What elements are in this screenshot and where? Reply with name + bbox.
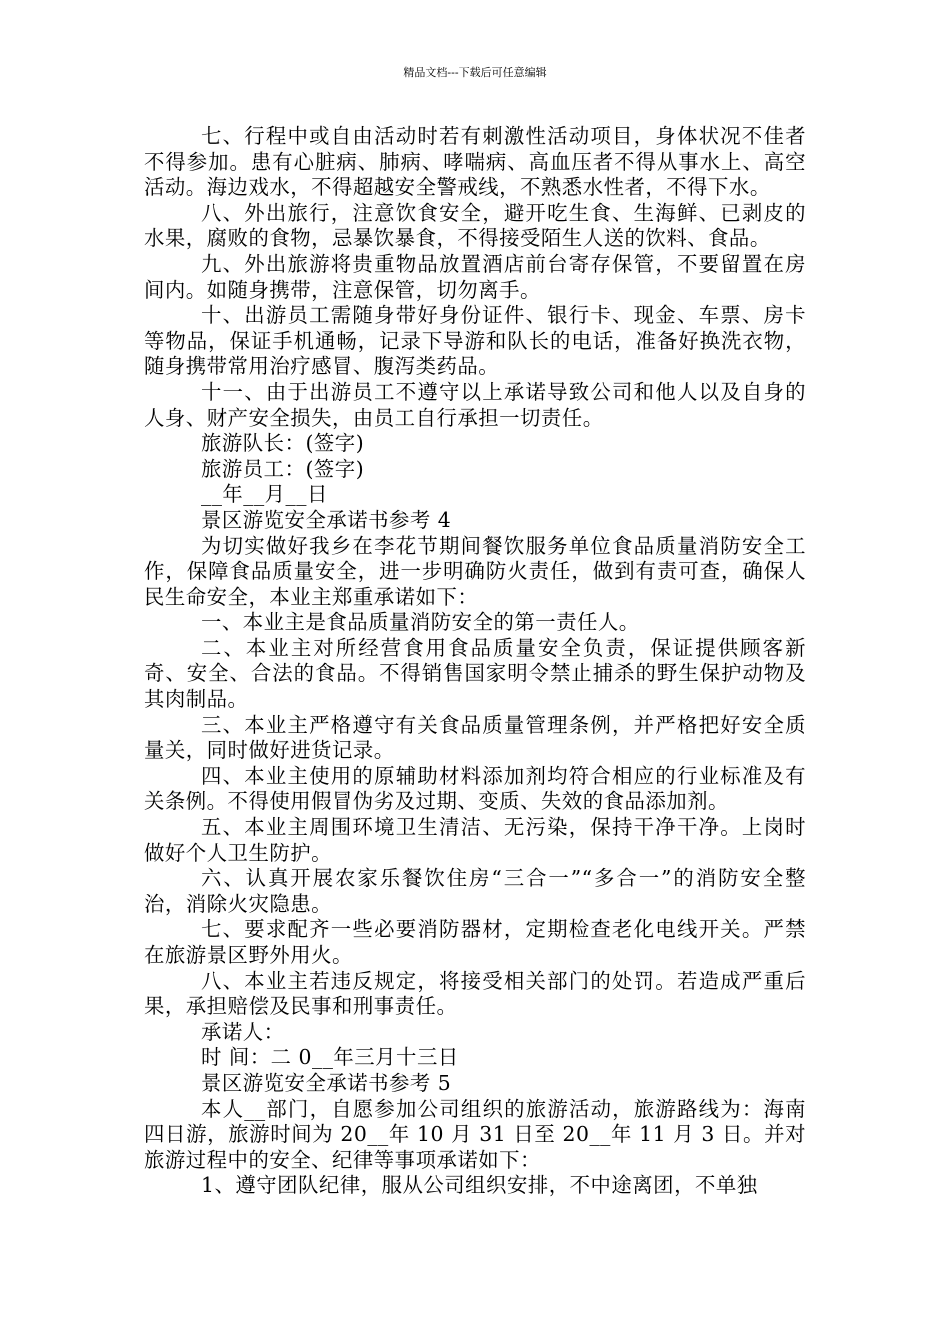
paragraph: 八、本业主若违反规定，将接受相关部门的处罚。若造成严重后果，承担赔偿及民事和刑事责任。 xyxy=(144,968,806,1019)
paragraph: 七、要求配齐一些必要消防器材，定期检查老化电线开关。严禁在旅游景区野外用火。 xyxy=(144,917,806,967)
paragraph: 本人__部门，自愿参加公司组织的旅游活动，旅游路线为：海南四日游，旅游时间为 20__年 10 月 31 日至 20__年 11 月 3 日。并对旅游过程中的安全、纪律等事项承诺如下： xyxy=(144,1096,806,1172)
signature-line-leader: 旅游队长：(签字) xyxy=(201,431,365,456)
page-header: 精品文档---下载后可任意编辑 xyxy=(403,66,547,79)
date-line: __年__月__日 xyxy=(201,482,328,507)
paragraph: 七、行程中或自由活动时若有刺激性活动项目，身体状况不佳者不得参加。患有心脏病、肺病、哮喘病、高血压者不得从事水上、高空活动。海边戏水，不得超越安全警戒线，不熟悉水性者，不得下水。 xyxy=(144,124,806,200)
paragraph: 八、外出旅行，注意饮食安全，避开吃生食、生海鲜、已剥皮的水果，腐败的食物，忌暴饮暴食，不得接受陌生人送的饮料、食品。 xyxy=(144,200,806,251)
paragraph: 九、外出旅游将贵重物品放置酒店前台寄存保管，不要留置在房间内。如随身携带，注意保管，切勿离手。 xyxy=(144,251,806,302)
section-title: 景区游览安全承诺书参考 5 xyxy=(201,1070,452,1095)
paragraph: 五、本业主周围环境卫生清洁、无污染，保持干净干净。上岗时做好个人卫生防护。 xyxy=(144,815,806,865)
section-title: 景区游览安全承诺书参考 4 xyxy=(201,507,452,532)
paragraph: 四、本业主使用的原辅助材料添加剂均符合相应的行业标准及有关条例。不得使用假冒伪劣及过期、变质、失效的食品添加剂。 xyxy=(144,763,806,814)
paragraph: 二、本业主对所经营食用食品质量安全负责，保证提供顾客新奇、安全、合法的食品。不得销售国家明令禁止捕杀的野生保护动物及其肉制品。 xyxy=(144,635,806,712)
paragraph: 十、出游员工需随身带好身份证件、银行卡、现金、车票、房卡等物品，保证手机通畅，记录下导游和队长的电话，准备好换洗衣物，随身携带常用治疗感冒、腹泻类药品。 xyxy=(144,303,806,379)
date-line: 时 间：二 0__年三月十三日 xyxy=(201,1045,459,1070)
document-body xyxy=(144,124,806,1199)
paragraph: 六、认真开展农家乐餐饮住房“三合一”“多合一”的消防安全整治，消除火灾隐患。 xyxy=(144,866,806,916)
signature-line-employee: 旅游员工：(签字) xyxy=(201,456,365,481)
paragraph: 三、本业主严格遵守有关食品质量管理条例，并严格把好安全质量关，同时做好进货记录。 xyxy=(144,712,806,763)
paragraph: 为切实做好我乡在李花节期间餐饮服务单位食品质量消防安全工作，保障食品质量安全，进一步明确防火责任，做到有责可查，确保人民生命安全，本业主郑重承诺如下： xyxy=(144,533,806,609)
paragraph: 十一、由于出游员工不遵守以上承诺导致公司和他人以及自身的人身、财产安全损失，由员工自行承担一切责任。 xyxy=(144,379,806,430)
paragraph: 1、遵守团队纪律，服从公司组织安排，不中途离团，不单独 xyxy=(201,1173,758,1198)
paragraph: 一、本业主是食品质量消防安全的第一责任人。 xyxy=(201,610,640,635)
promisor-line: 承诺人： xyxy=(201,1019,285,1044)
